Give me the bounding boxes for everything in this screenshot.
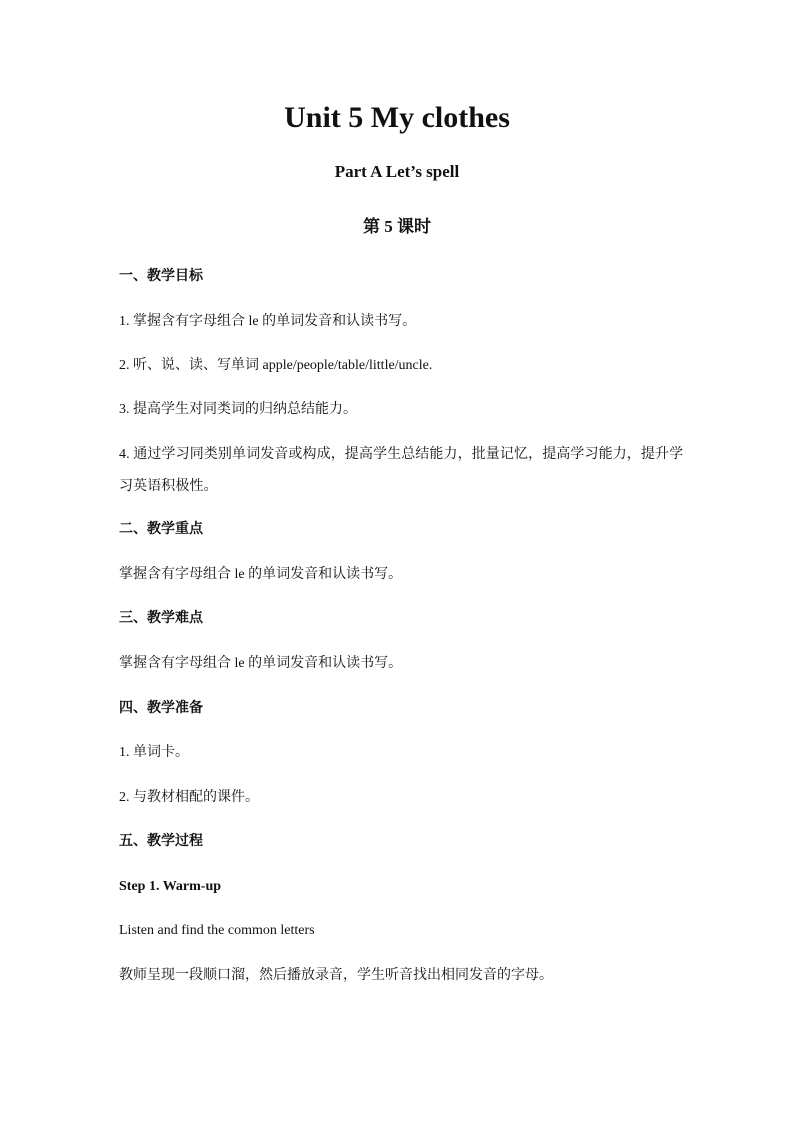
key-points-heading: 二、教学重点: [119, 522, 203, 537]
objective-item-2: 2. 听、说、读、写单词 apple/people/table/little/uncle.: [119, 358, 433, 373]
preparation-item-1: 1. 单词卡。: [119, 745, 189, 760]
key-points-text: 掌握含有字母组合 le 的单词发音和认读书写。: [119, 567, 403, 582]
objective-item-4: 4. 通过学习同类别单词发音或构成，提高学生总结能力，批量记忆，提高学习能力，提升学习英语积极性。: [119, 447, 684, 494]
objective-item-1: 1. 掌握含有字母组合 le 的单词发音和认读书写。: [119, 314, 417, 329]
step1-instruction: Listen and find the common letters: [119, 923, 315, 938]
difficulties-text: 掌握含有字母组合 le 的单词发音和认读书写。: [119, 656, 403, 671]
objective-item-3: 3. 提高学生对同类词的归纳总结能力。: [119, 402, 357, 417]
objectives-heading: 一、教学目标: [119, 269, 203, 284]
preparation-heading: 四、教学准备: [119, 701, 203, 716]
step1-description: 教师呈现一段顺口溜，然后播放录音，学生听音找出相同发音的字母。: [119, 968, 553, 983]
preparation-item-2: 2. 与教材相配的课件。: [119, 790, 259, 805]
document-subtitle: Part A Let’s spell: [334, 162, 460, 181]
lesson-number: 第 5 课时: [363, 217, 431, 236]
document-title: Unit 5 My clothes: [284, 101, 510, 134]
difficulties-heading: 三、教学难点: [119, 611, 203, 626]
process-heading: 五、教学过程: [119, 834, 203, 849]
step1-heading: Step 1. Warm-up: [119, 879, 222, 894]
